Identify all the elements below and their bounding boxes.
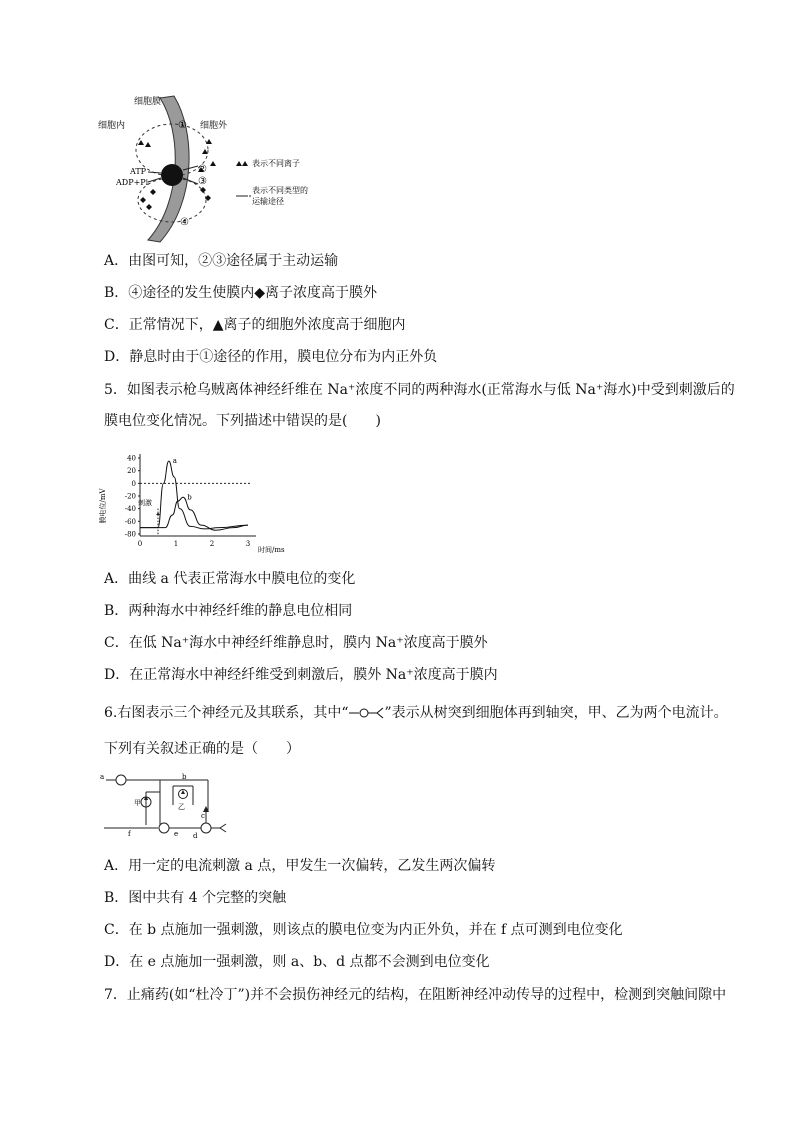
point-f: f	[128, 830, 131, 838]
point-b: b	[182, 773, 187, 781]
q6-stem-line2: 下列有关叙述正确的是（ ）	[104, 741, 300, 757]
point-d: d	[193, 832, 198, 840]
legend-paths-2: 运输途径	[252, 197, 284, 206]
legend-paths-1: 表示不同类型的	[252, 186, 308, 195]
q6-stem-line1	[104, 704, 728, 722]
q4-option-a: A．由图可知，②③途径属于主动运输	[104, 253, 339, 269]
q5-option-a: A．曲线 a 代表正常海水中膜电位的变化	[104, 571, 356, 587]
q4-option-d: D．静息时由于①途径的作用，膜电位分布为内正外负	[104, 349, 438, 365]
series-line-b	[140, 497, 248, 530]
meter-yi-label: 乙	[178, 803, 185, 811]
chart-ylabel: 膜电位/mV	[99, 488, 107, 524]
atp-pump	[161, 164, 183, 186]
adp-label: ADP+Pi	[116, 178, 149, 187]
q5-stem-line2: 膜电位变化情况。下列描述中错误的是( )	[104, 413, 381, 429]
series-line-a	[140, 461, 248, 529]
path-num-4: ④	[180, 217, 189, 228]
q4-option-b: B．④途径的发生使膜内◆离子浓度高于膜外	[104, 285, 378, 301]
path-num-3: ③	[198, 176, 207, 187]
q6-option-a: A．用一定的电流刺激 a 点，甲发生一次偏转，乙发生两次偏转	[104, 858, 496, 874]
point-a: a	[100, 773, 105, 781]
y-tick-label: -60	[124, 517, 136, 526]
y-tick-label: -40	[124, 505, 136, 514]
q5-option-c: C．在低 Na⁺海水中神经纤维静息时，膜内 Na⁺浓度高于膜外	[104, 635, 488, 651]
x-tick-label: 3	[245, 540, 251, 548]
x-tick-label: 0	[137, 540, 143, 548]
q5-option-b: B．两种海水中神经纤维的静息电位相同	[104, 603, 353, 619]
inside-label: 细胞内	[98, 121, 126, 131]
legend-ions: 表示不同离子	[252, 159, 300, 168]
atp-label: ATP	[130, 167, 147, 176]
series-label-b: b	[187, 493, 192, 502]
stimulus-annotation: 刺激	[138, 499, 152, 507]
series-label-a: a	[172, 457, 177, 466]
path-num-2: ②	[198, 164, 207, 175]
point-c: c	[201, 812, 205, 820]
q6-option-b: B．图中共有 4 个完整的突触	[104, 890, 287, 906]
outside-label: 细胞外	[200, 121, 228, 131]
q6-stem-pre: 6.右图表示三个神经元及其联系，其中“	[104, 705, 349, 721]
q7-stem-line1: 7．止痛药(如“杜冷丁”)并不会损伤神经元的结构，在阻断神经冲动传导的过程中，检测到突触间隙中	[104, 987, 727, 1003]
neuron-symbol-icon	[349, 707, 385, 719]
membrane-label: 细胞膜	[134, 97, 162, 107]
membrane-transport-figure	[90, 92, 350, 244]
path-num-1: ①	[178, 120, 187, 131]
point-e: e	[174, 830, 179, 838]
q6-option-d: D．在 e 点施加一强刺激，则 a、b、d 点都不会测到电位变化	[104, 954, 490, 970]
neuron-circuit-figure	[98, 770, 238, 842]
q4-option-c: C．正常情况下，▲离子的细胞外浓度高于细胞内	[104, 317, 406, 333]
chart-xlabel: 时间/ms	[258, 546, 285, 554]
y-tick-label: 40	[127, 454, 136, 463]
x-tick-label: 2	[209, 540, 215, 548]
y-tick-label: 20	[127, 467, 136, 476]
q5-option-d: D．在正常海水中神经纤维受到刺激后，膜外 Na⁺浓度高于膜内	[104, 667, 498, 683]
meter-jia-label: 甲	[134, 799, 141, 807]
membrane-potential-chart	[96, 448, 296, 558]
stimulus-arrow	[156, 512, 160, 515]
q6-option-c: C．在 b 点施加一强刺激，则该点的膜电位变为内正外负，并在 f 点可测到电位变化	[104, 922, 623, 938]
y-tick-label: 0	[131, 479, 136, 488]
y-tick-label: -20	[124, 492, 136, 501]
q5-stem-line1: 5．如图表示枪乌贼离体神经纤维在 Na⁺浓度不同的两种海水(正常海水与低 Na⁺海水)中受到刺激后的	[104, 382, 735, 398]
x-tick-label: 1	[173, 540, 179, 548]
q6-stem-post: ”表示从树突到细胞体再到轴突，甲、乙为两个电流计。	[384, 705, 728, 721]
y-tick-label: -80	[124, 530, 136, 539]
